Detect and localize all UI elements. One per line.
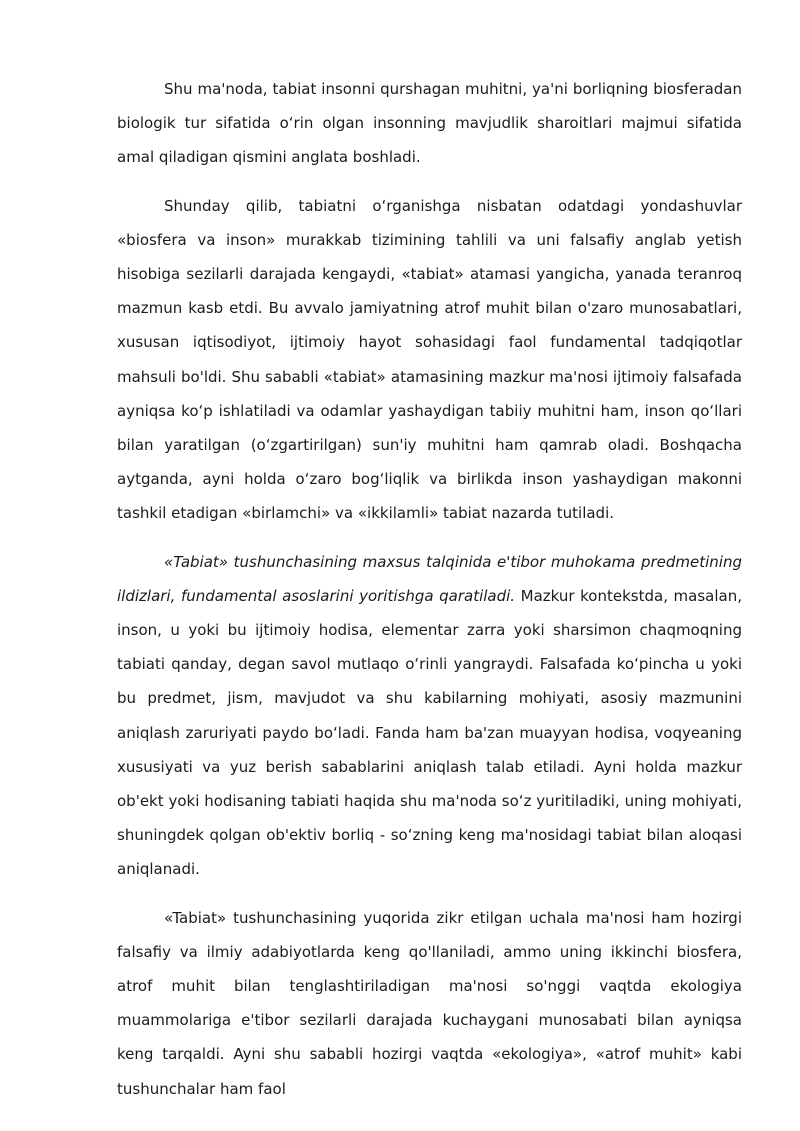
paragraph-3-italic-lead: «Tabiat» tushunchasining maxsus talqinida e'tibor muhokama predmetining ildizlari, fundamental asoslarini yoritishga qaratiladi. — [117, 552, 742, 605]
paragraph-2 — [117, 189, 742, 531]
paragraph-2-text: Shunday qilib, tabiatni oʻrganishga nisbatan odatdagi yondashuvlar «biosfera va inson» murakkab tizimining tahlili va uni falsafiy anglab yetish hisobiga sezilarli darajada kengaydi, «tabiat» atamasi yangicha, yanada teranroq mazmun kasb etdi. Bu avvalo jamiyatning atrof muhit bilan o'zaro munosabatlari, xususan iqtisodiyot, ijtimoiy hayot sohasidagi faol fundamental tadqiqotlar mahsuli bo'ldi. Shu sababli «tabiat» atamasining mazkur ma'nosi ijtimoiy falsafada ayniqsa koʻp ishlatiladi va odamlar yashaydigan tabiiy muhitni ham, inson qoʻllari bilan yaratilgan (oʻzgartirilgan) sun'iy muhitni ham qamrab oladi. Boshqacha aytganda, ayni holda oʻzaro bogʻliqlik va birlikda inson yashaydigan makonni tashkil etadigan «birlamchi» va «ikkilamli» tabiat nazarda tutiladi. — [117, 196, 742, 523]
document-page — [117, 72, 742, 1106]
paragraph-3 — [117, 545, 742, 887]
paragraph-3-text: Mazkur kontekstda, masalan, inson, u yoki bu ijtimoiy hodisa, elementar zarra yoki sharsimon chaqmoqning tabiati qanday, degan savol mutlaqo oʻrinli yangraydi. Falsafada koʻpincha u yoki bu predmet, jism, mavjudot va shu kabilarning mohiyati, asosiy mazmunini aniqlash zaruriyati paydo boʻladi. Fanda ham ba'zan muayyan hodisa, voqyeaning xususiyati va yuz berish sabablarini aniqlash talab etiladi. Ayni holda mazkur ob'ekt yoki hodisaning tabiati haqida shu ma'noda soʻz yuritiladiki, uning mohiyati, shuningdek qolgan ob'ektiv borliq - soʻzning keng ma'nosidagi tabiat bilan aloqasi aniqlanadi. — [117, 586, 742, 879]
paragraph-1-text: Shu ma'noda, tabiat insonni qurshagan muhitni, ya'ni borliqning biosferadan biologik tur sifatida oʻrin olgan insonning mavjudlik sharoitlari majmui sifatida amal qiladigan qismini anglata boshladi. — [117, 80, 742, 167]
paragraph-4-text: «Tabiat» tushunchasining yuqorida zikr etilgan uchala ma'nosi ham hozirgi falsafiy va ilmiy adabiyotlarda keng qo'llaniladi, ammo uning ikkinchi biosfera, atrof muhit bilan tenglashtiriladigan ma'nosi so'nggi vaqtda ekologiya muammolariga e'tibor sezilarli darajada kuchaygani munosabati bilan ayniqsa keng tarqaldi. Ayni shu sababli hozirgi vaqtda «ekologiya», «atrof muhit» kabi tushunchalar ham faol — [117, 908, 742, 1098]
paragraph-4 — [117, 901, 742, 1106]
paragraph-1 — [117, 72, 742, 175]
